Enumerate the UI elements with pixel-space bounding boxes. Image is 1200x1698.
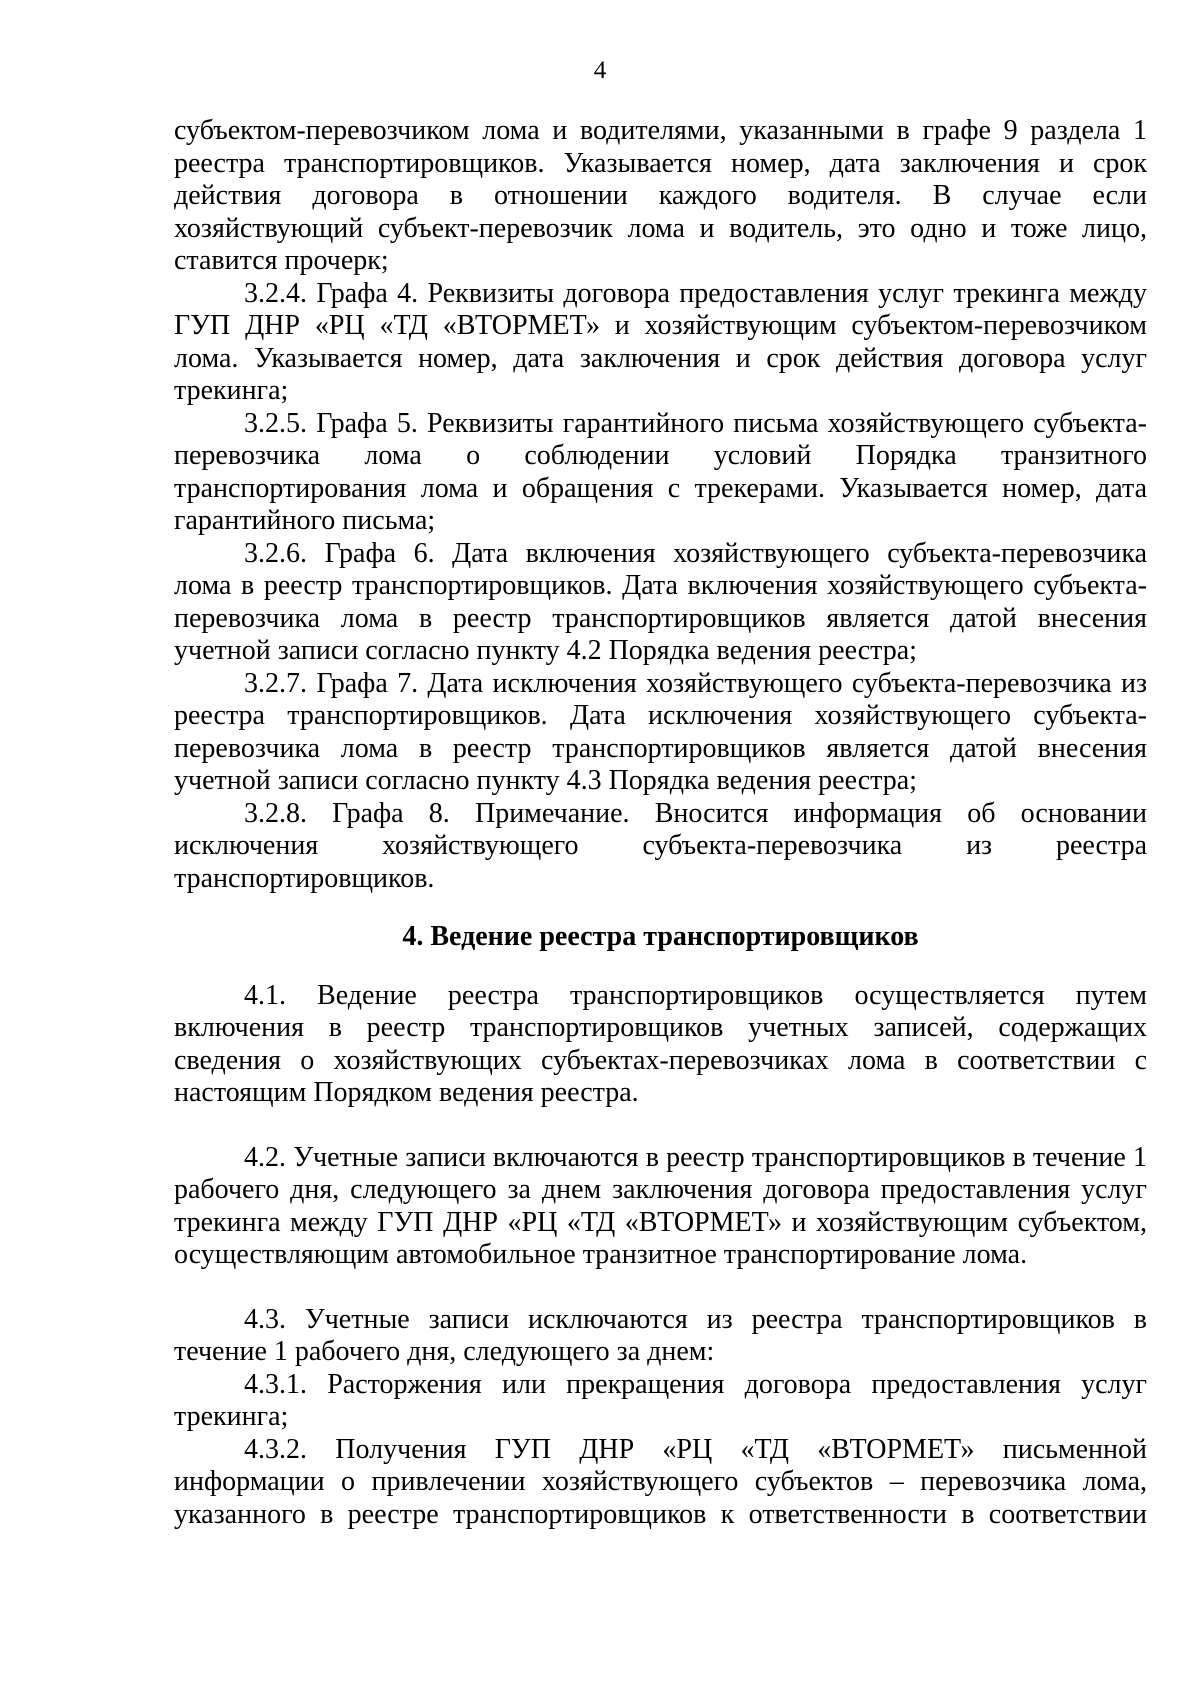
document-body [174, 115, 1147, 1531]
paragraph-4-3-1: 4.3.1. Расторжения или прекращения договора предоставления услуг трекинга; [174, 1368, 1147, 1432]
page-number: 4 [593, 57, 607, 84]
paragraph-spacer [174, 1272, 1147, 1304]
paragraph-4-2: 4.2. Учетные записи включаются в реестр транспортировщиков в течение 1 рабочего дня, следующего за днем заключения договора предоставления услуг трекинга между ГУП ДНР «РЦ «ТД «ВТОРМЕТ» и хозяйствующим субъектом, осуществляющим автомобильное транзитное транспортирование лома. [174, 1141, 1147, 1270]
paragraph-4-3: 4.3. Учетные записи исключаются из реестра транспортировщиков в течение 1 рабочего дня, следующего за днем: [174, 1303, 1147, 1367]
paragraph-3-2-4: 3.2.4. Графа 4. Реквизиты договора предоставления услуг трекинга между ГУП ДНР «РЦ «ТД «ВТОРМЕТ» и хозяйствующим субъектом-перевозчиком лома. Указывается номер, дата заключения и срок действия договора услуг трекинга; [174, 277, 1147, 406]
paragraph-3-2-6: 3.2.6. Графа 6. Дата включения хозяйствующего субъекта-перевозчика лома в реестр транспортировщиков. Дата включения хозяйствующего субъекта-перевозчика лома в реестр транспортировщиков является датой внесения учетной записи согласно пункту 4.2 Порядка ведения реестра; [174, 537, 1147, 666]
section-heading-4: 4. Ведение реестра транспортировщиков [402, 921, 919, 952]
paragraph-3-2-8: 3.2.8. Графа 8. Примечание. Вносится информация об основании исключения хозяйствующего субъекта-перевозчика из реестра транспортировщиков. [174, 797, 1147, 894]
paragraph-4-1: 4.1. Ведение реестра транспортировщиков осуществляется путем включения в реестр транспортировщиков учетных записей, содержащих сведения о хозяйствующих субъектах-перевозчиках лома в соответствии с настоящим Порядком ведения реестра. [174, 979, 1147, 1108]
paragraph-continuation: субъектом-перевозчиком лома и водителями, указанными в графе 9 раздела 1 реестра транспортировщиков. Указывается номер, дата заключения и срок действия договора в отношении каждого водителя. В случае если хозяйствующий субъект-перевозчик лома и водитель, это одно и тоже лицо, ставится прочерк; [174, 115, 1147, 276]
paragraph-3-2-5: 3.2.5. Графа 5. Реквизиты гарантийного письма хозяйствующего субъекта-перевозчика лома о соблюдении условий Порядка транзитного транспортирования лома и обращения с трекерами. Указывается номер, дата гарантийного письма; [174, 407, 1147, 536]
paragraph-spacer [174, 1110, 1147, 1142]
paragraph-4-3-2: 4.3.2. Получения ГУП ДНР «РЦ «ТД «ВТОРМЕТ» письменной информации о привлечении хозяйствующего субъектов – перевозчика лома, указанного в реестре транспортировщиков к ответственности в соответствии [174, 1433, 1147, 1530]
paragraph-3-2-7: 3.2.7. Графа 7. Дата исключения хозяйствующего субъекта-перевозчика из реестра транспортировщиков. Дата исключения хозяйствующего субъекта-перевозчика лома в реестр транспортировщиков является датой внесения учетной записи согласно пункту 4.3 Порядка ведения реестра; [174, 667, 1147, 796]
